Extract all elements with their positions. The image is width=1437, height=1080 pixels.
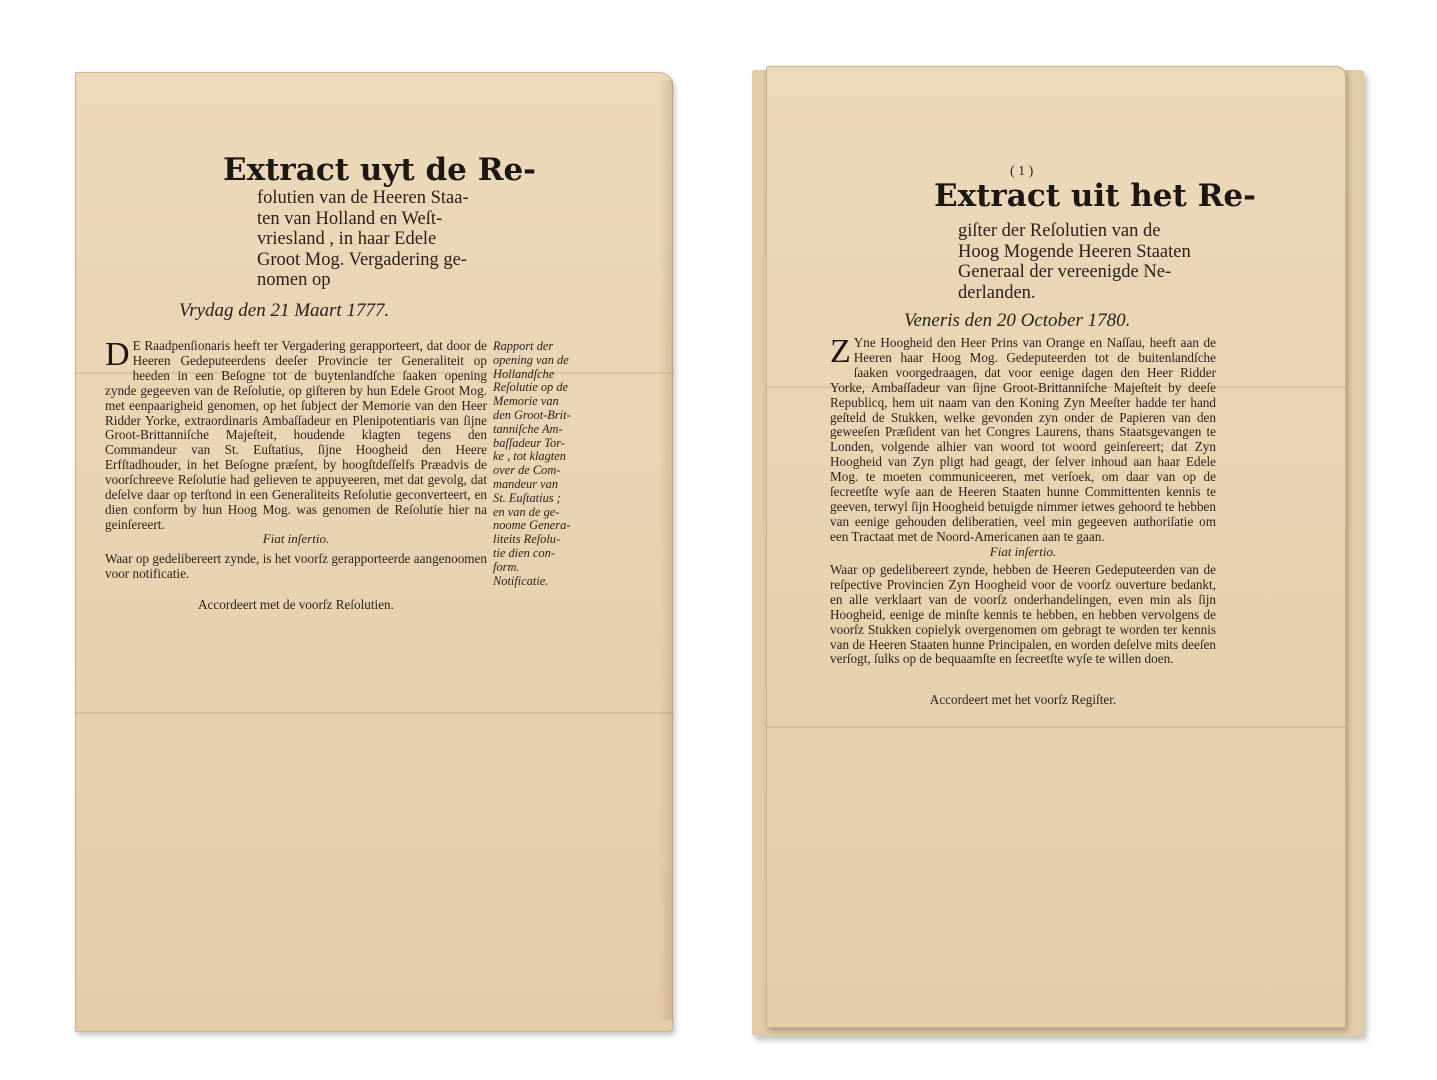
page-number: ( 1 ) xyxy=(1010,164,1034,179)
left-body-text: E Raadpenſionaris heeft ter Vergadering gerapporteert, dat door de Heeren Gedeputeerdens deeſer Provincie ter Generaliteit op heeden in een Beſogne tot de buytenlandſche ſaaken opening zynde gegeeven van de Reſolutie, op giſteren by hun Edele Groot Mog. met eenpaarigheid genomen, op het ſubject der Memorie van den Heer Ridder Yorke, extraordinaris Ambaſſadeur en Plenipotentiaris van ſijne Groot-Brittanniſche Majeſteit, houdende klagten tegens den Commandeur van St. Euſtatius, ſijne Hoogheid den Heere Erfſtadhouder, in het Beſogne præſent, by hoogſtdeſſelfs Præadvis de voorſchreeve Reſolutie had gelieven te appuyeeren, met dat gevolg, dat deſelve daar op terſtond in een Generaliteits Reſolutie geconverteert, en dien conform by hun Hoog Mog. was genomen de Reſolutie hier na geinſereert. xyxy=(105,338,487,532)
left-document xyxy=(75,72,673,1032)
subtitle-line: folutien van de Heeren Staa- xyxy=(257,188,469,208)
right-title: Extract uit het Re- xyxy=(934,178,1256,214)
margin-note-line: Memorie van xyxy=(493,394,559,409)
right-document xyxy=(766,66,1346,1028)
subtitle-line: Generaal der vereenigde Ne- xyxy=(958,262,1172,283)
margin-note-line: Hollandſche xyxy=(493,366,555,381)
margin-note-line: baſſadeur Tor- xyxy=(493,435,565,450)
right-accordeert: Accordeert met het voorſz Regiſter. xyxy=(929,692,1117,707)
left-margin-note xyxy=(493,340,579,588)
margin-note-line: den Groot-Brit- xyxy=(493,407,571,422)
margin-note-line: form. xyxy=(493,559,520,574)
fold-line xyxy=(766,726,1346,728)
drop-cap: D xyxy=(105,336,130,373)
subtitle-line: nomen op xyxy=(257,270,331,291)
margin-note-line: Notificatie. xyxy=(493,573,549,588)
right-waar-op: Waar op gedelibereert zynde, hebben de Heeren Gedeputeerden van de reſpective Provincien Zyn Hoogheid voor de voorſz ouverture bedankt, en alle verklaart van de voorſz onderhandelingen, even min als ſijn Hoogheid, eenige de minſte kennis te hebben, en hebben vervolgens de voorſz Stukken copielyk overgenomen om gebragt te worden ter kennis van de Heeren Staaten hunne Principalen, en worden deſelve mits deeſen verſogt, ſulks op de bequaamſte en ſecreetſte wyſe te willen doen. xyxy=(830,562,1216,667)
left-fiat: Fiat inſertio. xyxy=(262,531,330,546)
margin-note-line: Rapport der xyxy=(493,339,554,353)
left-body xyxy=(105,336,487,533)
left-waar-op: Waar op gedelibereert zynde, is het voorſz gerapporteerde aangenoomen voor notificatie. xyxy=(105,551,487,581)
margin-note-line: opening van de xyxy=(493,352,569,367)
right-date: Veneris den 20 October 1780. xyxy=(904,310,1131,331)
subtitle-line: ten van Holland en Weſt- xyxy=(257,208,443,229)
left-date: Vrydag den 21 Maart 1777. xyxy=(179,300,390,321)
subtitle-line: Hoog Mogende Heeren Staaten xyxy=(958,241,1191,262)
right-fiat: Fiat inſertio. xyxy=(989,544,1057,559)
margin-note-line: over de Com- xyxy=(493,463,561,478)
subtitle-line: derlanden. xyxy=(958,282,1036,303)
drop-cap: Z xyxy=(830,333,851,370)
right-subtitle xyxy=(958,221,1191,303)
margin-note-line: Reſolutie op de xyxy=(493,380,569,395)
margin-note-line: liteits Reſolu- xyxy=(493,532,561,547)
left-title: Extract uyt de Re- xyxy=(223,152,537,188)
margin-note-line: tanniſche Am- xyxy=(493,421,563,436)
subtitle-line: vriesland , in haar Edele xyxy=(257,229,437,250)
fold-line xyxy=(75,712,673,714)
margin-note-line: ke , tot klagten xyxy=(493,449,566,464)
margin-note-line: tie dien con- xyxy=(493,545,555,560)
subtitle-line: giſter der Reſolutien van de xyxy=(958,221,1161,241)
left-accordeert: Accordeert met de voorſz Reſolutien. xyxy=(198,597,394,612)
left-subtitle xyxy=(257,188,469,291)
margin-note-line: noome Genera- xyxy=(493,518,571,533)
subtitle-line: Groot Mog. Vergadering ge- xyxy=(257,249,467,270)
right-body xyxy=(830,333,1216,545)
margin-note-line: mandeur van xyxy=(493,476,559,491)
right-body-text: Yne Hoogheid den Heer Prins van Orange en Naſſau, heeft aan de Heeren haar Hoog Mog. Gedeputeerden tot de buitenlandſche ſaaken voorgedraagen, dat voor eenige dagen den Heer Ridder Yorke, Ambaſſadeur van ſijne Groot-Brittanniſche Majeſteit by deeſe Republicq, hem uit naam van den Koning Zyn Meeſter hadde ter hand geſteld de Stukken, welke gevonden zyn onder de Papieren van den geweeſen Præſident van het Congres Laurens, thans Staatsgevangen te Londen, volgende alhier van woord tot woord geinſereert; dat Zyn Hoogheid van Zyn pligt had geagt, der ſelver inhoud aan haar Edele Mog. te moeten communiceeren, met verſoek, om daar van op de ſecreetſte wyſe aan de Heeren Staaten hunne Committenten kennis te geeven, terwyl ſijn Hoogheid betuigde nimmer ietwes gehoord te hebben van eenige gehouden deliberatien, veel min gegeeven authoriſatie om een Tractaat met de Noord-Americanen aan te gaan. xyxy=(830,335,1216,544)
margin-note-line: St. Euſtatius ; xyxy=(493,490,561,505)
margin-note-line: en van de ge- xyxy=(493,504,560,519)
